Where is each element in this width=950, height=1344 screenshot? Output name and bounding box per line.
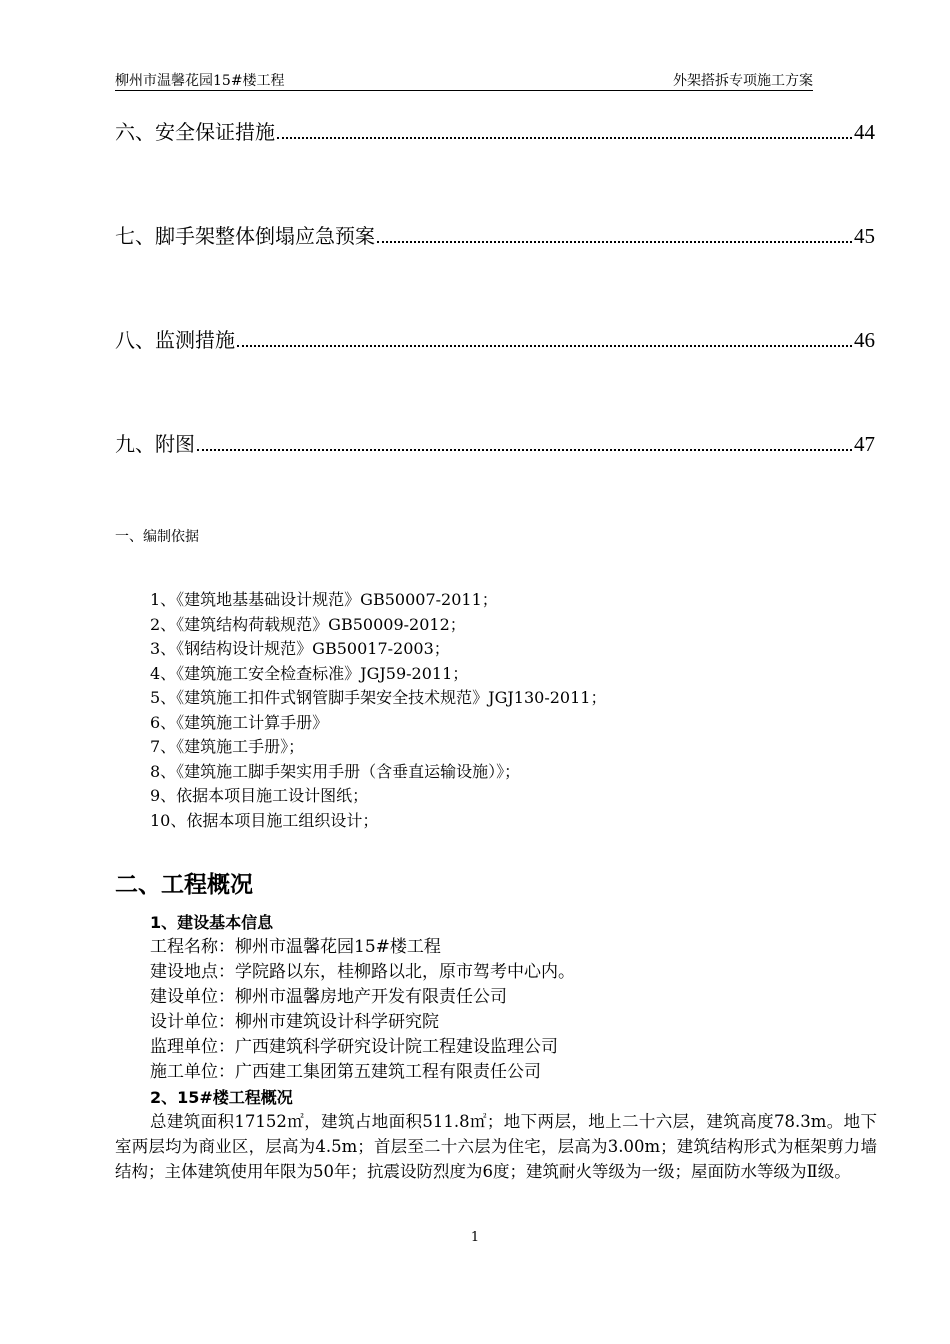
toc-entry-safety[interactable] [115,118,875,146]
info-developer: 建设单位：柳州市温馨房地产开发有限责任公司 [150,987,507,1007]
toc-entry-title: 九、附图 [115,432,195,456]
toc-entry-appendix[interactable] [115,430,875,458]
list-item: 4、《建筑施工安全检查标准》JGJ59-2011； [150,663,469,683]
project-overview [150,910,575,1110]
header-document-title: 外架搭拆专项施工方案 [673,73,813,89]
section-heading-overview: 二、工程概况 [115,872,253,898]
page-number: 1 [470,1230,480,1245]
header-project-name: 柳州市温馨花园15#楼工程 [115,73,285,89]
toc-entry-page: 47 [854,432,875,456]
list-item: 1、《建筑地基基础设计规范》GB50007-2011； [150,590,498,609]
list-item: 9、依据本项目施工设计图纸； [150,786,369,805]
toc-leader-dots [277,137,852,139]
toc-entry-page: 46 [854,328,875,352]
toc-entry-title: 七、脚手架整体倒塌应急预案 [115,224,375,248]
toc-entry-page: 44 [854,120,875,144]
toc-entry-page: 45 [854,224,875,248]
info-location: 建设地点：学院路以东，桂柳路以北，原市驾考中心内。 [150,962,575,982]
subheading-basic-info: 1、建设基本信息 [150,913,274,932]
toc-entry-monitoring[interactable] [115,326,875,354]
list-item: 10、依据本项目施工组织设计； [150,810,379,830]
list-item: 7、《建筑施工手册》； [150,737,305,756]
info-supervisor: 监理单位：广西建筑科学研究设计院工程建设监理公司 [150,1037,558,1057]
list-item: 8、《建筑施工脚手架实用手册（含垂直运输设施）》； [150,761,521,781]
toc-leader-dots [377,241,852,243]
subheading-building-overview: 2、15#楼工程概况 [150,1088,293,1107]
list-item: 6、《建筑施工计算手册》 [150,712,329,732]
list-item: 2、《建筑结构荷载规范》GB50009-2012； [150,614,466,634]
reference-list [150,588,606,833]
toc-entry-title: 六、安全保证措施 [115,120,275,144]
info-contractor: 施工单位：广西建工集团第五建筑工程有限责任公司 [150,1062,541,1082]
toc-entry-title: 八、监测措施 [115,328,235,352]
page-header [115,68,813,91]
toc-leader-dots [197,449,852,451]
info-project-name: 工程名称：柳州市温馨花园15#楼工程 [150,937,441,957]
info-designer: 设计单位：柳州市建筑设计科学研究院 [150,1012,439,1032]
section-heading-basis: 一、编制依据 [115,529,199,545]
list-item: 5、《建筑施工扣件式钢管脚手架安全技术规范》JGJ130-2011； [150,688,607,707]
building-overview-paragraph: 总建筑面积17152㎡，建筑占地面积511.8㎡；地下两层，地上二十六层，建筑高度78.3m。地下室两层均为商业区，层高为4.5m；首层至二十六层为住宅，层高为3.00m；建筑结构形式为框架剪力墙结构；主体建筑使用年限为50年；抗震设防烈度为6度；建筑耐火等级为一级；屋面防水等级为Ⅱ级。 [115,1112,877,1181]
toc-entry-emergency-plan[interactable] [115,222,875,250]
toc-leader-dots [237,345,852,347]
list-item: 3、《钢结构设计规范》GB50017-2003； [150,639,450,658]
